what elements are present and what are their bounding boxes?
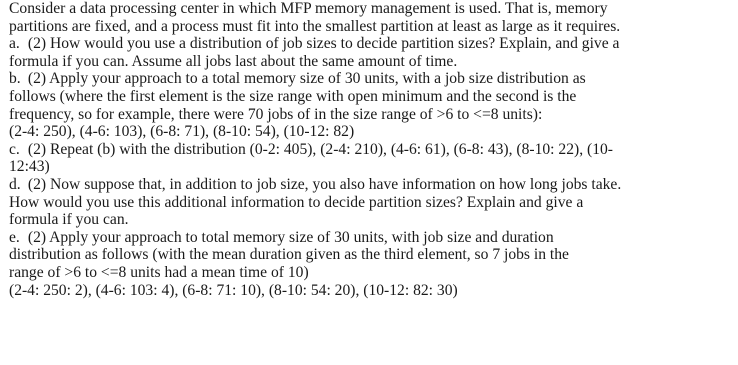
question-a [9,35,734,70]
question-marker: b. [9,70,21,88]
intro-line: partitions are fixed, and a process must fit into the smallest partition at least as large as it requires. [9,17,621,35]
question-marker: c. [9,140,20,158]
question-marker: a. [9,35,20,53]
question-text-line: How would you use this additional information to decide partition sizes? Explain and give a [9,193,584,211]
question-text-line: (2-4: 250: 2), (4-6: 103: 4), (6-8: 71: 10), (8-10: 54: 20), (10-12: 82: 30) [9,281,458,299]
question-e [9,229,734,299]
document [9,0,734,299]
question-b [9,70,734,140]
intro-paragraph [9,0,734,35]
question-text-line: (2-4: 250), (4-6: 103), (6-8: 71), (8-10: 54), (10-12: 82) [9,123,355,141]
intro-line: Consider a data processing center in which MFP memory management is used. That is, memory [9,0,608,17]
question-text-line: 12:43) [9,158,50,176]
question-text-line: (2) Repeat (b) with the distribution (0-2: 405), (2-4: 210), (4-6: 61), (6-8: 43), (8-10: 22), (10- [27,140,613,158]
question-d [9,176,734,229]
question-text-line: formula if you can. Assume all jobs last about the same amount of time. [9,52,458,70]
question-text-line: follows (where the first element is the size range with open minimum and the second is the [9,87,577,105]
question-text-line: formula if you can. [9,211,129,229]
question-marker: d. [9,175,21,193]
question-text-line: (2) Now suppose that, in addition to job size, you also have information on how long jobs take. [27,175,622,193]
question-text-line: (2) Apply your approach to total memory size of 30 units, with job size and duration [27,228,554,246]
question-marker: e. [9,228,20,246]
question-text-line: range of >6 to <=8 units had a mean time of 10) [9,263,309,281]
question-text-line: (2) How would you use a distribution of job sizes to decide partition sizes? Explain, and give a [27,35,620,53]
question-list [9,35,734,299]
question-text-line: distribution as follows (with the mean duration given as the third element, so 7 jobs in the [9,246,569,264]
question-text-line: (2) Apply your approach to a total memory size of 30 units, with a job size distribution as [27,70,586,88]
question-c [9,141,734,176]
question-text-line: frequency, so for example, there were 70 jobs of in the size range of >6 to <=8 units): [9,105,543,123]
